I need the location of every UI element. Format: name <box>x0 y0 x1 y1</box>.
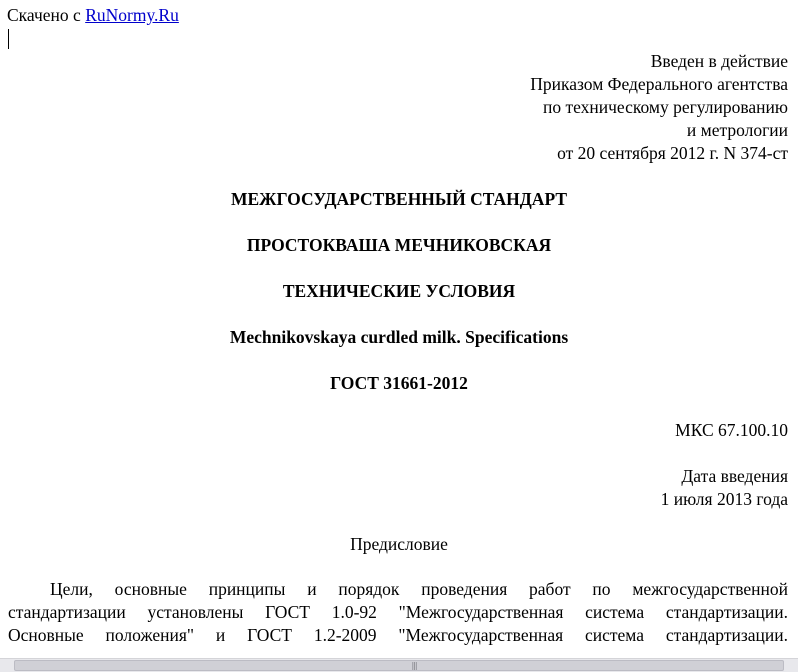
paragraph-line: Цели, основные принципы и порядок проведения работ по межгосударственной <box>50 579 788 599</box>
download-source-line <box>7 4 179 27</box>
enactment-line: Приказом Федерального агентства <box>530 74 788 94</box>
enactment-block <box>530 50 788 165</box>
foreword-heading: Предисловие <box>350 534 448 554</box>
text-cursor <box>8 29 9 49</box>
enactment-line: и метрологии <box>686 120 788 140</box>
scrollbar-grip-icon: ||| <box>411 661 417 670</box>
download-source-prefix: Скачено с <box>7 5 81 25</box>
standard-code: ГОСТ 31661-2012 <box>330 373 468 393</box>
section-title: ТЕХНИЧЕСКИЕ УСЛОВИЯ <box>282 281 516 301</box>
foreword-paragraph <box>8 578 788 647</box>
enactment-line: от 20 сентября 2012 г. N 374-ст <box>557 143 788 163</box>
mks-code: МКС 67.100.10 <box>675 420 788 440</box>
scrollbar-thumb[interactable] <box>14 660 784 671</box>
introduction-date-label: Дата введения <box>681 466 788 486</box>
enactment-line: Введен в действие <box>650 51 788 71</box>
paragraph-line: Основные положения" и ГОСТ 1.2-2009 "Межгосударственная система стандартизации. <box>8 625 788 645</box>
english-title: Mechnikovskaya curdled milk. Specifications <box>229 327 569 347</box>
runormy-link[interactable]: RuNormy.Ru <box>85 5 179 25</box>
standard-type-heading: МЕЖГОСУДАРСТВЕННЫЙ СТАНДАРТ <box>230 189 568 209</box>
product-title: ПРОСТОКВАША МЕЧНИКОВСКАЯ <box>246 235 552 255</box>
paragraph-line: стандартизации установлены ГОСТ 1.0-92 "Межгосударственная система стандартизации. <box>8 602 788 622</box>
horizontal-scrollbar[interactable] <box>0 658 798 672</box>
introduction-date-value: 1 июля 2013 года <box>660 489 788 509</box>
enactment-line: по техническому регулированию <box>542 97 788 117</box>
